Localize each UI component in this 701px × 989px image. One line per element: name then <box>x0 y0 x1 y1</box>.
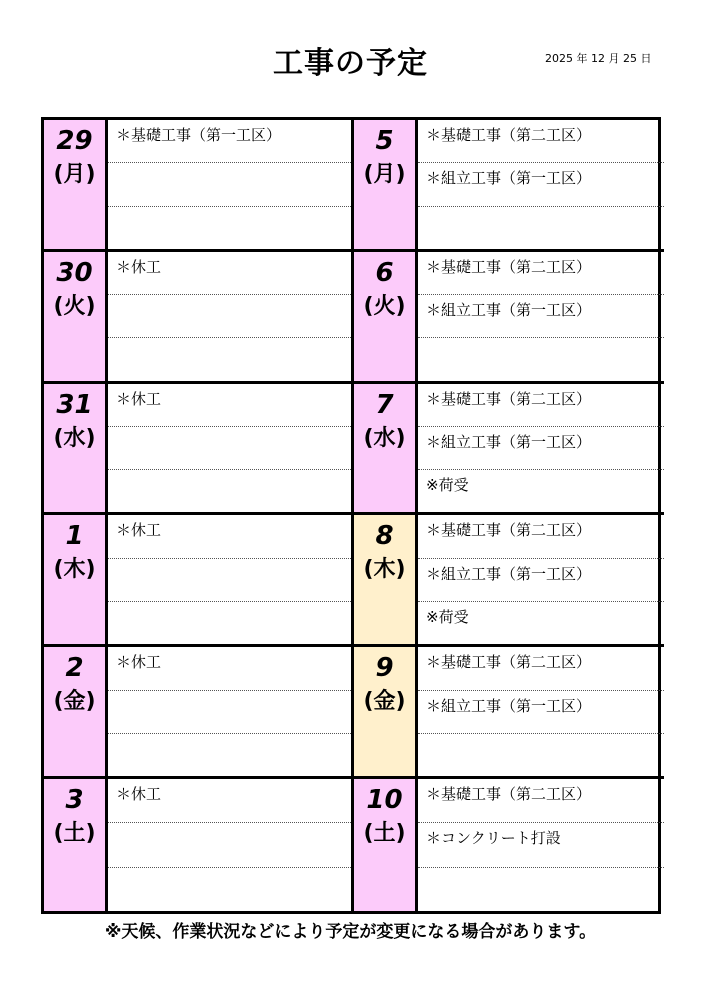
weekday-label: (土) <box>363 821 406 847</box>
date-number: 30 <box>56 257 93 288</box>
task-list <box>108 647 351 776</box>
task-list <box>108 384 351 513</box>
task-line <box>418 868 664 911</box>
task-line: ＊休工 <box>108 515 351 558</box>
weekday-label: (水) <box>363 425 406 451</box>
date-column <box>44 647 108 776</box>
day-cell <box>44 779 354 911</box>
task-line <box>108 295 351 338</box>
day-cell <box>354 515 664 647</box>
task-line: ＊コンクリート打設 <box>418 823 664 867</box>
date-number: 7 <box>375 389 394 420</box>
task-line <box>108 470 351 512</box>
task-line: ※荷受 <box>426 476 469 495</box>
footnote: ※天候、作業状況などにより予定が変更になる場合があります。 <box>104 922 597 942</box>
weekday-label: (木) <box>53 557 96 583</box>
date-number: 5 <box>375 126 394 156</box>
schedule-grid <box>41 117 661 914</box>
document-date: 2025 年 12 月 25 日 <box>545 52 652 65</box>
task-list <box>108 779 351 911</box>
task-line <box>108 868 351 911</box>
task-line: ＊基礎工事（第二工区） <box>418 779 664 823</box>
weekday-label: (月) <box>363 162 406 187</box>
day-cell <box>354 252 664 384</box>
task-line: ＊基礎工事（第二工区） <box>418 252 664 295</box>
task-line: ＊基礎工事（第二工区） <box>418 384 664 427</box>
date-number: 1 <box>65 521 84 552</box>
weekday-label: (木) <box>363 557 406 583</box>
task-line <box>108 427 351 470</box>
task-list <box>418 252 664 381</box>
task-line <box>108 691 351 734</box>
task-line: ＊休工 <box>108 384 351 427</box>
date-column <box>354 779 418 911</box>
date-column <box>354 252 418 381</box>
task-line <box>108 338 351 380</box>
day-cell <box>44 120 354 252</box>
date-column <box>354 647 418 776</box>
date-number: 9 <box>375 653 394 684</box>
date-column <box>44 515 108 644</box>
task-line: ＊休工 <box>108 779 351 823</box>
date-column <box>354 515 418 644</box>
day-cell <box>354 384 664 516</box>
weekday-label: (土) <box>53 821 96 847</box>
weekday-label: (水) <box>53 425 96 451</box>
task-line: ＊組立工事（第一工区） <box>418 163 664 206</box>
task-line <box>418 338 664 380</box>
task-line: ＊休工 <box>108 647 351 690</box>
date-number: 10 <box>366 785 403 816</box>
day-cell <box>354 779 664 911</box>
task-list <box>108 515 351 644</box>
date-column <box>354 120 418 249</box>
day-cell <box>354 120 664 252</box>
day-cell <box>354 647 664 779</box>
date-number: 29 <box>56 126 93 156</box>
task-line: ＊基礎工事（第二工区） <box>418 120 664 163</box>
task-line <box>108 734 351 776</box>
task-list <box>418 779 664 911</box>
day-cell <box>44 515 354 647</box>
task-line: ＊基礎工事（第一工区） <box>108 120 351 163</box>
task-line: ＊組立工事（第一工区） <box>418 295 664 338</box>
weekday-label: (金) <box>363 689 406 715</box>
day-cell <box>44 647 354 779</box>
task-line <box>108 823 351 867</box>
day-cell <box>44 384 354 516</box>
date-number: 8 <box>375 521 394 552</box>
task-list <box>418 384 664 513</box>
task-line <box>108 559 351 602</box>
task-list <box>108 252 351 381</box>
task-line: ＊組立工事（第一工区） <box>418 559 664 602</box>
task-line: ＊休工 <box>108 252 351 295</box>
day-cell <box>44 252 354 384</box>
task-list <box>418 515 664 644</box>
task-line <box>108 602 351 644</box>
date-column <box>44 384 108 513</box>
date-number: 31 <box>56 389 93 420</box>
weekday-label: (火) <box>363 293 406 319</box>
task-line <box>108 163 351 206</box>
task-list <box>418 120 664 249</box>
task-line: ＊基礎工事（第二工区） <box>418 647 664 690</box>
weekday-label: (月) <box>53 162 96 187</box>
date-number: 2 <box>65 653 84 684</box>
task-line <box>418 734 664 776</box>
task-line <box>108 207 351 249</box>
task-list <box>418 647 664 776</box>
weekday-label: (金) <box>53 689 96 715</box>
task-line <box>418 207 664 249</box>
task-list <box>108 120 351 249</box>
date-column <box>44 252 108 381</box>
date-number: 6 <box>375 257 394 288</box>
weekday-label: (火) <box>53 293 96 319</box>
task-line: ＊組立工事（第一工区） <box>418 427 664 470</box>
page-title: 工事の予定 <box>273 46 428 81</box>
date-column <box>354 384 418 513</box>
task-line: ＊組立工事（第一工区） <box>418 691 664 734</box>
date-column <box>44 120 108 249</box>
task-line: ＊基礎工事（第二工区） <box>418 515 664 558</box>
date-column <box>44 779 108 911</box>
task-line: ※荷受 <box>426 608 469 627</box>
date-number: 3 <box>65 785 84 816</box>
